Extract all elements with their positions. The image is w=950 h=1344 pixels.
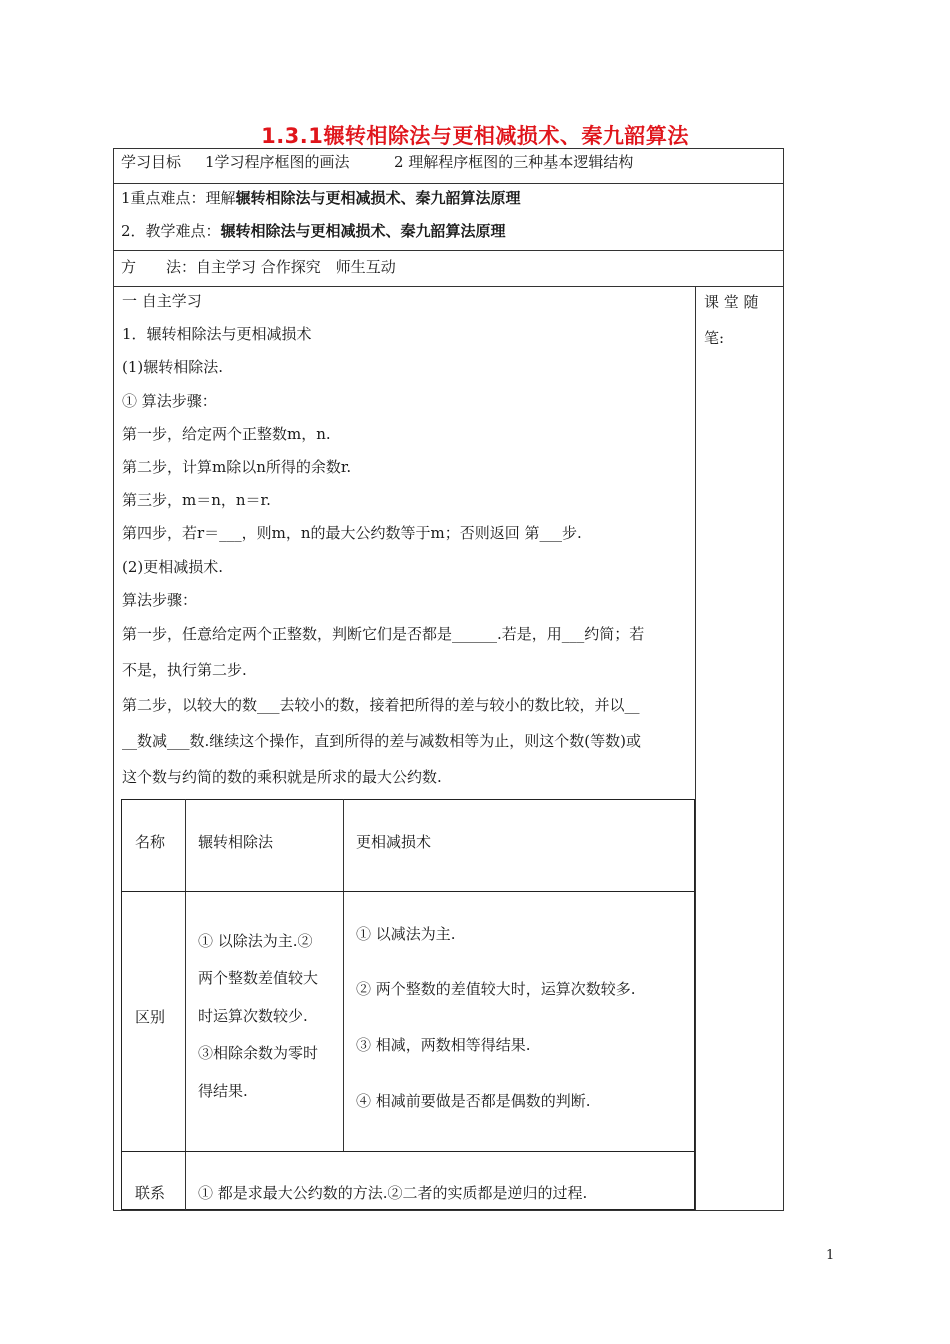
difficult-points-bold: 辗转相除法与更相减损术、秦九韶算法原理 (220, 222, 506, 240)
page-number: 1 (826, 1248, 835, 1263)
subtraction-diff-line: ② 两个整数的差值较大时，运算次数较多. (356, 980, 636, 998)
content-line: 第二步，以较大的数___去较小的数，接着把所得的差与较小的数比较，并以__ (122, 696, 640, 714)
objective-2: 2 理解程序框图的三种基本逻辑结构 (394, 153, 634, 171)
content-line: (2)更相减损术. (122, 558, 224, 576)
euclid-diff-line: 两个整数差值较大 (198, 969, 319, 987)
subtraction-diff-line: ④ 相减前要做是否都是偶数的判断. (356, 1092, 591, 1110)
content-line: (1)辗转相除法. (122, 358, 224, 376)
table-header-euclid: 辗转相除法 (198, 833, 274, 851)
objective-1: 1学习程序框图的画法 (205, 153, 350, 171)
sidebar-notes-line1: 课 堂 随 (704, 293, 759, 311)
subtraction-diff-line: ③ 相减，两数相等得结果. (356, 1036, 531, 1054)
key-points (121, 188, 521, 208)
key-points-prefix: 1重点难点：理解 (121, 189, 236, 207)
subtraction-diff-line: ① 以减法为主. (356, 925, 456, 943)
content-line: 一 自主学习 (122, 292, 202, 310)
content-line: __数减___数.继续这个操作，直到所得的差与减数相等为止，则这个数(等数)或 (122, 732, 641, 750)
method-label: 方 法： (121, 258, 197, 276)
divider (113, 183, 784, 184)
content-line: ① 算法步骤： (122, 392, 217, 410)
table-row-divider (121, 891, 695, 892)
divider (113, 286, 784, 287)
content-line: 算法步骤： (122, 591, 198, 609)
sidebar-notes-line2: 笔: (704, 329, 725, 347)
table-diff-label: 区别 (135, 1008, 166, 1026)
key-points-bold: 辗转相除法与更相减损术、秦九韶算法原理 (235, 189, 521, 207)
content-line: 第二步，计算m除以n所得的余数r. (122, 458, 352, 476)
content-line: 不是，执行第二步. (122, 661, 247, 679)
content-line: 第四步，若r＝___，则m，n的最大公约数等于m；否则返回 第___步. (122, 524, 582, 542)
divider (113, 250, 784, 251)
comparison-table (121, 799, 695, 1210)
document-title: 1.3.1辗转相除法与更相减损术、秦九韶算法 (261, 124, 689, 148)
euclid-diff-line: 时运算次数较少. (198, 1007, 308, 1025)
table-relation-text: ① 都是求最大公约数的方法.②二者的实质都是逆归的过程. (198, 1184, 588, 1202)
method-value: 自主学习 合作探究 师生互动 (196, 258, 396, 276)
content-line: 这个数与约简的数的乘积就是所求的最大公约数. (122, 768, 442, 786)
table-col-divider (343, 799, 344, 1151)
table-col-divider (185, 799, 186, 1210)
objective-label: 学习目标 (121, 153, 182, 171)
euclid-diff-line: ① 以除法为主.② (198, 932, 313, 950)
table-relation-label: 联系 (135, 1184, 166, 1202)
euclid-diff-line: ③相除余数为零时 (198, 1044, 319, 1062)
table-header-subtraction: 更相减损术 (356, 833, 432, 851)
difficult-points (121, 221, 506, 241)
content-line: 1．辗转相除法与更相减损术 (122, 325, 312, 343)
content-line: 第三步，m＝n，n＝r. (122, 491, 271, 509)
difficult-points-prefix: 2．教学难点： (121, 222, 221, 240)
table-header-name: 名称 (135, 833, 166, 851)
method-row (121, 257, 396, 277)
table-row-divider (121, 1151, 695, 1152)
content-line: 第一步，任意给定两个正整数，判断它们是否都是______.若是，用___约简；若 (122, 625, 645, 643)
euclid-diff-line: 得结果. (198, 1082, 248, 1100)
content-line: 第一步，给定两个正整数m，n. (122, 425, 331, 443)
